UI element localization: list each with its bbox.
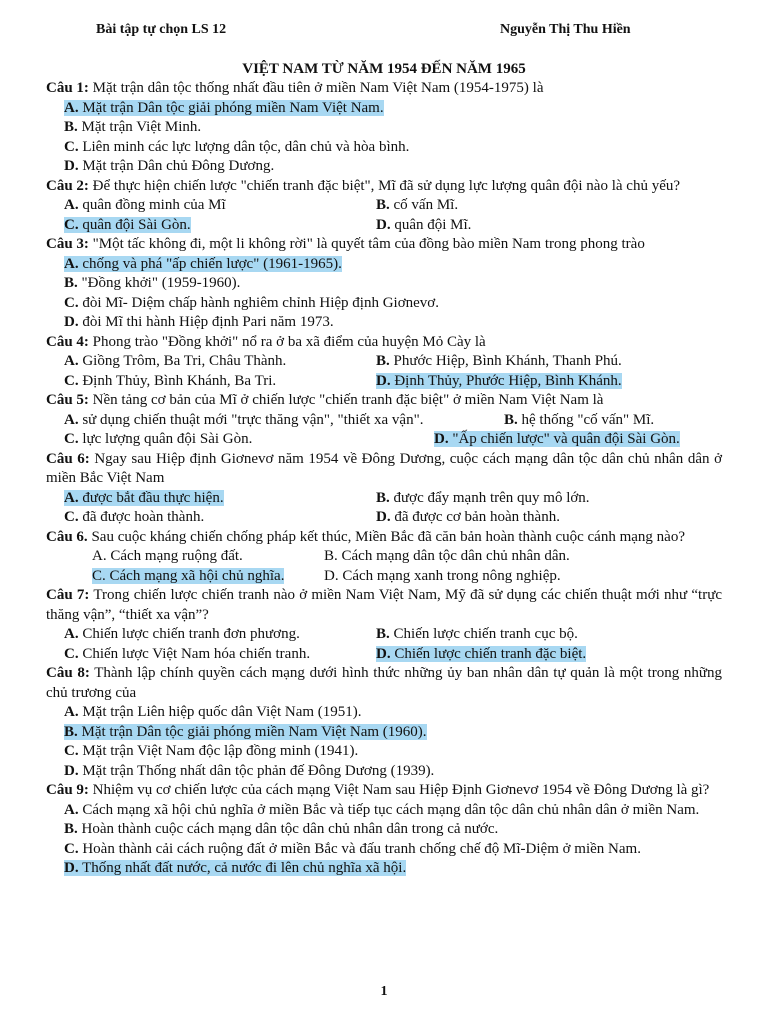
question-label: Câu 2: [46,177,89,194]
page-title: VIỆT NAM TỪ NĂM 1954 ĐẾN NĂM 1965 [242,61,526,77]
option-text: cố vấn Mĩ. [393,197,459,213]
page-header [0,20,768,40]
option-letter: C. [64,138,79,155]
answer-text-wrap [64,743,358,759]
option-letter: B. [376,489,390,506]
answer-text-wrap [64,314,334,330]
option-letter: C. [64,840,79,857]
answer-option [46,859,722,879]
answer-option [46,99,722,119]
highlighted-answer [92,568,284,584]
option-text: Hoàn thành cải cách ruộng đất ở miền Bắc và đấu tranh chống chế độ Mĩ-Diệm ở miền Nam. [82,840,641,857]
option-letter: D. [434,431,449,447]
answer-option [64,489,376,509]
option-text: Chiến lược chiến tranh đơn phương. [82,626,300,642]
option-letter: B. [376,626,390,642]
answer-grid [46,489,722,528]
question-block [46,664,722,781]
question-text [46,79,722,99]
option-text: quân đội Mĩ. [394,216,472,233]
option-letter: D. [64,158,79,174]
option-text: hệ thống "cố vấn" Mĩ. [521,411,655,428]
highlighted-answer [64,256,342,272]
question-block [46,391,722,450]
option-letter: C. [64,372,79,389]
question-label: Câu 9: [46,782,89,798]
option-text: Chiến lược chiến tranh cục bộ. [393,626,578,642]
option-letter: A. [64,411,79,428]
answer-text-wrap [64,275,240,291]
question-text [46,235,722,255]
option-text: Mặt trận Thống nhất dân tộc phản đế Đông Dương (1939). [82,762,435,779]
option-text: Mặt trận Liên hiệp quốc dân Việt Nam (1951). [82,704,362,720]
option-letter: C. [64,509,79,525]
option-text: Cách mạng ruộng đất. [110,548,243,564]
question-block [46,79,722,177]
header-course: Bài tập tự chọn LS 12 [96,22,227,37]
option-text: lực lượng quân đội Sài Gòn. [82,431,253,447]
question-stem: Nhiệm vụ cơ chiến lược của cách mạng Việt Nam sau Hiệp Định Giơnevơ 1954 về Đông Dương là gì? [92,782,710,798]
answer-text-wrap [504,412,654,428]
answer-option [376,645,722,665]
option-text: Liên minh các lực lượng dân tộc, dân chủ và hòa bình. [82,138,410,155]
question-text [46,664,722,703]
answer-text-wrap [64,373,276,389]
option-text: chống và phá "ấp chiến lược" (1961-1965). [82,255,342,272]
answer-grid [46,352,722,391]
highlighted-answer [376,646,586,662]
answer-option [376,352,722,372]
answer-text-wrap [376,509,560,525]
answer-option [376,625,722,645]
option-text: Chiến lược Việt Nam hóa chiến tranh. [82,645,311,662]
answer-text-wrap [64,353,286,369]
answer-option [64,625,376,645]
answer-option [324,547,722,567]
question-text [46,450,722,489]
option-text: Mặt trận Dân tộc giải phóng miền Nam Việt Nam. [82,99,384,116]
question-stem: "Một tấc không đi, một li không rời" là quyết tâm của đồng bào miền Nam trong phong trào [92,236,645,252]
answer-option [376,216,722,236]
option-letter: D. [64,860,79,876]
option-letter: C. [64,431,79,447]
answer-option [64,411,504,431]
answer-text-wrap [64,509,204,525]
answer-option [92,567,324,587]
option-text: Cách mạng xã hội chủ nghĩa ở miền Bắc và tiếp tục cách mạng dân tộc dân chủ nhân dân ở miền Nam. [82,801,700,818]
answer-option [46,820,722,840]
option-letter: D. [64,762,79,779]
option-text: "Đồng khởi" (1959-1960). [81,275,241,291]
question-block [46,333,722,392]
answer-option [92,547,324,567]
answer-option [46,118,722,138]
answer-option [504,411,722,431]
option-text: Cách mạng dân tộc dân chủ nhân dân. [341,548,570,564]
option-letter: D. [376,509,391,525]
option-text: đã được hoàn thành. [82,509,205,525]
answer-option [46,762,722,782]
question-stem: Để thực hiện chiến lược "chiến tranh đặc biệt", Mĩ đã sử dụng lực lượng quân đội nào là chủ yếu? [92,177,681,194]
option-letter: B. [64,119,78,135]
answer-text-wrap [376,197,458,213]
option-letter: A. [64,99,79,116]
answer-option [64,508,376,528]
highlighted-answer [64,217,191,233]
option-letter: C. [64,294,79,311]
question-text [46,781,722,801]
question-text [46,333,722,353]
answer-text-wrap [64,821,498,837]
option-text: Mặt trận Dân tộc giải phóng miền Nam Việt Nam (1960). [81,723,427,740]
option-text: Mặt trận Việt Nam độc lập đồng minh (1941). [82,743,359,759]
answer-option [64,352,376,372]
option-letter: C. [92,567,106,584]
option-letter: A. [64,353,79,369]
option-text: Giồng Trôm, Ba Tri, Châu Thành. [82,353,287,369]
answer-option [46,801,722,821]
question-stem: Trong chiến lược chiến tranh nào ở miền Nam Việt Nam, Mỹ đã sử dụng các chiến thuật mới như “trực thăng vận”, “thiết xa vận”? [46,587,722,623]
answer-option [64,196,376,216]
answer-text-wrap [376,217,471,233]
header-author: Nguyễn Thị Thu Hiền [500,22,631,37]
question-stem: Mặt trận dân tộc thống nhất đầu tiên ở miền Nam Việt Nam (1954-1975) là [92,80,544,96]
option-letter: A. [92,548,107,564]
answer-option [376,196,722,216]
answer-text-wrap [64,412,423,428]
question-block [46,781,722,879]
option-letter: C. [64,645,79,662]
question-text [46,586,722,625]
option-text: đòi Mĩ- Diệm chấp hành nghiêm chỉnh Hiệp định Giơnevơ. [82,294,439,311]
option-text: Phước Hiệp, Bình Khánh, Thanh Phú. [393,353,622,369]
answer-option [46,840,722,860]
highlighted-answer [64,724,427,740]
question-label: Câu 5: [46,392,89,408]
option-letter: B. [64,275,78,291]
option-letter: A. [64,626,79,642]
answer-text-wrap [64,295,439,311]
option-letter: B. [64,723,78,740]
option-letter: D. [324,567,339,584]
answer-option [376,508,722,528]
question-label: Câu 4: [46,333,89,350]
option-text: Cách mạng xanh trong nông nghiệp. [342,567,561,584]
answer-option [324,567,722,587]
answer-text-wrap [64,802,699,818]
answer-option [46,274,722,294]
highlighted-answer [434,431,680,447]
question-list [46,79,722,879]
option-text: đã được cơ bản hoàn thành. [394,509,560,525]
answer-text-wrap [64,431,252,447]
answer-option [434,430,722,450]
highlighted-answer [64,860,406,876]
answer-text-wrap [64,139,409,155]
answer-option [64,372,376,392]
answer-option [64,645,376,665]
answer-option [46,255,722,275]
answer-option [376,372,722,392]
question-text [46,391,722,411]
answer-text-wrap [376,490,590,506]
option-letter: D. [376,372,391,389]
answer-option [46,723,722,743]
option-letter: B. [504,411,518,428]
answer-text-wrap [64,158,274,174]
answer-option [46,703,722,723]
option-letter: C. [64,743,79,759]
option-text: Mặt trận Việt Minh. [81,119,202,135]
option-letter: D. [376,645,391,662]
answer-option [46,313,722,333]
answer-text-wrap [92,548,243,564]
question-text [46,177,722,197]
option-text: Định Thủy, Bình Khánh, Ba Tri. [82,372,277,389]
option-text: được bắt đầu thực hiện. [82,489,224,506]
highlighted-answer [64,100,384,116]
option-letter: B. [376,197,390,213]
option-letter: D. [64,314,79,330]
question-label: Câu 8: [46,665,90,681]
question-label: Câu 7: [46,587,90,603]
answer-text-wrap [64,704,362,720]
option-text: Thống nhất đất nước, cả nước đi lên chủ nghĩa xã hội. [82,860,407,876]
question-block [46,177,722,236]
answer-text-wrap [64,646,310,662]
answer-grid [46,196,722,235]
answer-grid [46,625,722,664]
answer-option [376,489,722,509]
answer-text-wrap [64,197,226,213]
option-text: Cách mạng xã hội chủ nghĩa. [109,567,285,584]
option-letter: A. [64,801,79,818]
highlighted-answer [376,373,622,389]
answer-grid [46,547,722,586]
answer-text-wrap [64,841,641,857]
question-label: Câu 3: [46,236,89,252]
question-stem: Phong trào "Đồng khởi" nổ ra ở ba xã điểm của huyện Mỏ Cày là [92,333,486,350]
option-letter: B. [64,821,78,837]
option-text: quân đồng minh của Mĩ [82,197,226,213]
option-letter: B. [324,548,338,564]
answer-option [64,216,376,236]
option-letter: A. [64,255,79,272]
option-text: đòi Mĩ thi hành Hiệp định Pari năm 1973. [82,314,334,330]
question-stem: Ngay sau Hiệp định Giơnevơ năm 1954 về Đông Dương, cuộc cách mạng dân tộc dân chủ nhân dân ở miền Bắc Việt Nam [46,450,723,486]
option-letter: A. [64,704,79,720]
option-letter: A. [64,197,79,213]
question-stem: Sau cuộc kháng chiến chống pháp kết thúc, Miền Bắc đã căn bản hoàn thành cuộc cánh mạng nào? [91,528,685,545]
option-letter: A. [64,489,79,506]
option-letter: D. [376,216,391,233]
answer-option [46,294,722,314]
option-text: Định Thủy, Phước Hiệp, Bình Khánh. [394,372,622,389]
question-stem: Nền tảng cơ bản của Mĩ ở chiến lược "chiến tranh đặc biệt" ở miền Nam Việt Nam là [92,392,604,408]
option-letter: B. [376,353,390,369]
option-text: được đẩy mạnh trên quy mô lớn. [393,489,590,506]
question-block [46,586,722,664]
option-text: quân đội Sài Gòn. [82,216,191,233]
question-block [46,528,722,587]
answer-text-wrap [64,626,300,642]
answer-grid [46,411,722,450]
option-text: Hoàn thành cuộc cách mạng dân tộc dân chủ nhân dân trong cả nước. [81,821,499,837]
option-text: Chiến lược chiến tranh đặc biệt. [394,645,587,662]
question-text [46,528,722,548]
answer-text-wrap [324,548,570,564]
question-label: Câu 6: [46,450,90,467]
option-letter: C. [64,216,79,233]
highlighted-answer [64,490,224,506]
answer-text-wrap [64,763,434,779]
answer-text-wrap [376,626,578,642]
option-text: "Ấp chiến lược" và quân đội Sài Gòn. [452,431,680,447]
answer-text-wrap [376,353,622,369]
option-text: Mặt trận Dân chủ Đông Dương. [82,158,275,174]
question-label: Câu 1: [46,80,89,96]
option-text: sử dụng chiến thuật mới "trực thăng vận", "thiết xa vận". [82,411,424,428]
answer-option [46,157,722,177]
page-number: 1 [380,984,388,999]
answer-text-wrap [64,119,201,135]
question-block [46,235,722,333]
question-label: Câu 6. [46,528,88,545]
answer-option [46,138,722,158]
question-stem: Thành lập chính quyền cách mạng dưới hình thức những ủy ban nhân dân tự quản là một trong những chủ trương của [46,665,722,701]
question-block [46,450,722,528]
answer-text-wrap [324,568,561,584]
answer-option [46,742,722,762]
